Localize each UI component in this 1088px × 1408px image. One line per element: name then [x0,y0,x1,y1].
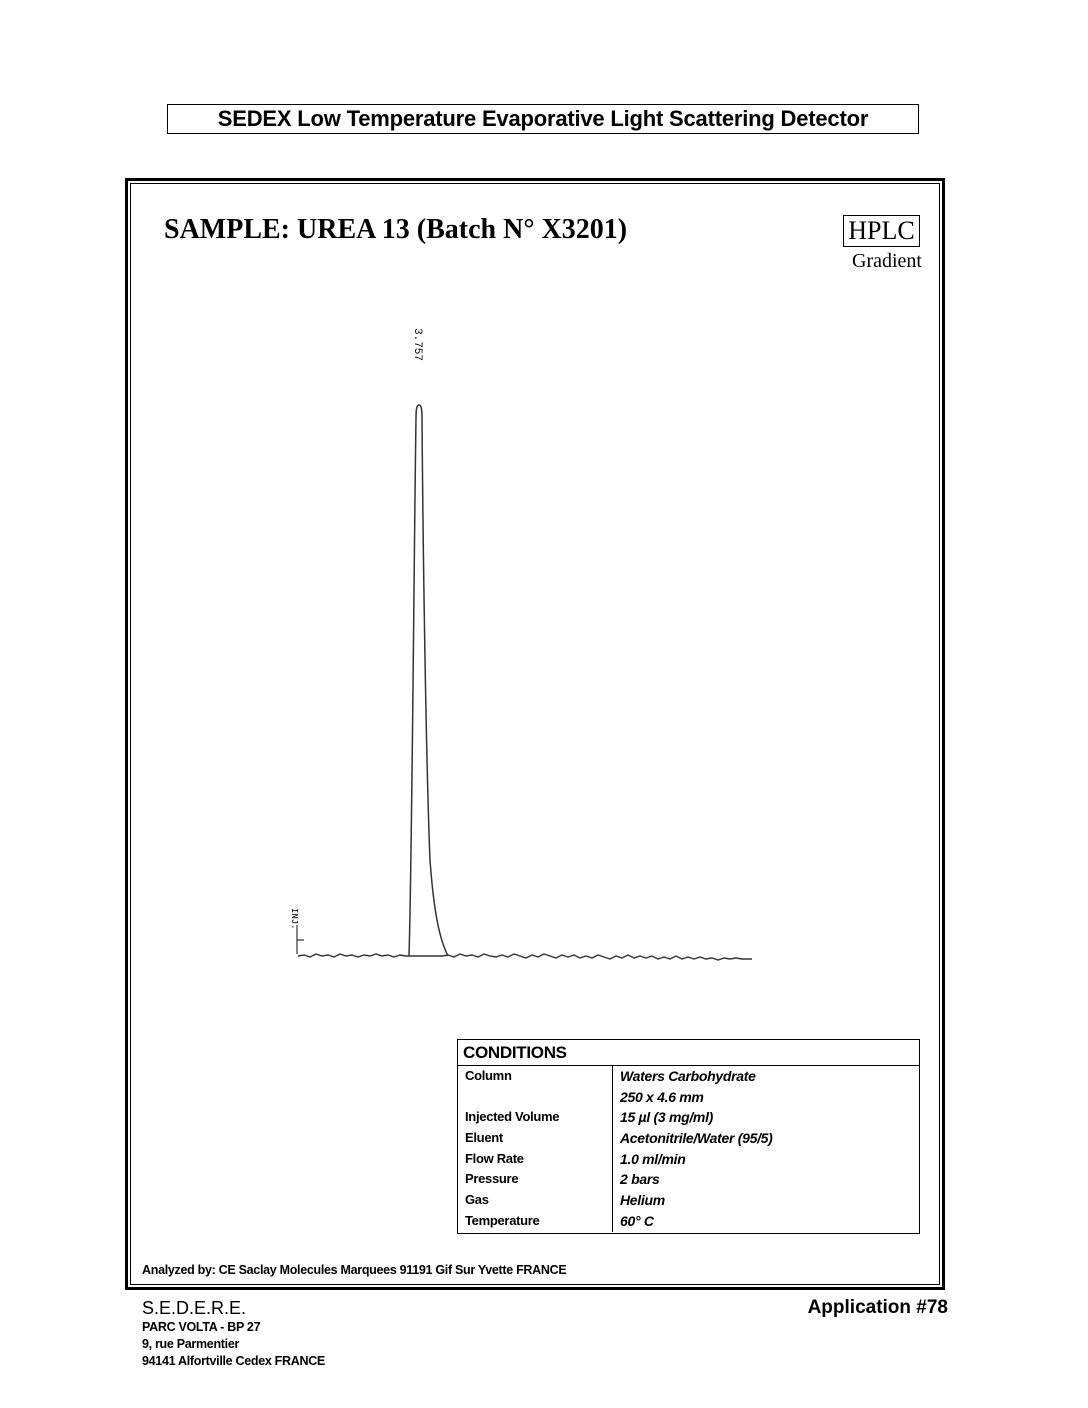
condition-row [458,1190,919,1211]
condition-label: Column [465,1068,512,1083]
condition-row [458,1149,919,1170]
address-line: 94141 Alfortville Cedex FRANCE [142,1354,325,1368]
condition-label: Injected Volume [465,1109,560,1125]
condition-label: Eluent [465,1130,503,1146]
condition-value: 2 bars [620,1171,660,1188]
condition-row [458,1107,919,1128]
hplc-method-box: HPLC [843,215,920,247]
address-line: PARC VOLTA - BP 27 [142,1320,261,1334]
application-number: Application #78 [807,1297,948,1318]
condition-value: 250 x 4.6 mm [620,1088,704,1105]
condition-value: Waters Carbohydrate [620,1068,756,1084]
conditions-heading: CONDITIONS [458,1040,919,1066]
condition-row [458,1128,919,1149]
condition-value: Acetonitrile/Water (95/5) [620,1130,773,1147]
gradient-label: Gradient [852,250,922,272]
conditions-table [457,1039,920,1234]
chromatogram-peak [409,405,448,956]
condition-value: 1.0 ml/min [620,1150,686,1167]
sample-title: SAMPLE: UREA 13 (Batch N° X3201) [164,214,628,245]
condition-row [458,1087,919,1108]
condition-label: Pressure [465,1171,519,1187]
peak-retention-time-label: 3.757 [411,328,423,362]
condition-label: Flow Rate [465,1150,524,1166]
condition-label: Gas [465,1192,489,1208]
company-name: S.E.D.E.R.E. [142,1298,247,1318]
analyzed-by-note: Analyzed by: CE Saclay Molecules Marquees 91191 Gif Sur Yvette FRANCE [142,1263,567,1277]
chromatogram-baseline [298,954,752,960]
condition-row [458,1169,919,1190]
condition-row [458,1066,919,1087]
condition-value: 15 µl (3 mg/ml) [620,1109,714,1126]
condition-value: 60° C [620,1212,654,1229]
address-line: 9, rue Parmentier [142,1337,240,1351]
condition-label: Temperature [465,1212,540,1228]
chromatogram-trace [270,300,770,980]
document-title: SEDEX Low Temperature Evaporative Light Scattering Detector [167,104,919,134]
injection-label: INJ. [289,908,299,930]
condition-value: Helium [620,1192,665,1209]
condition-row [458,1211,919,1232]
conditions-body [458,1066,919,1232]
